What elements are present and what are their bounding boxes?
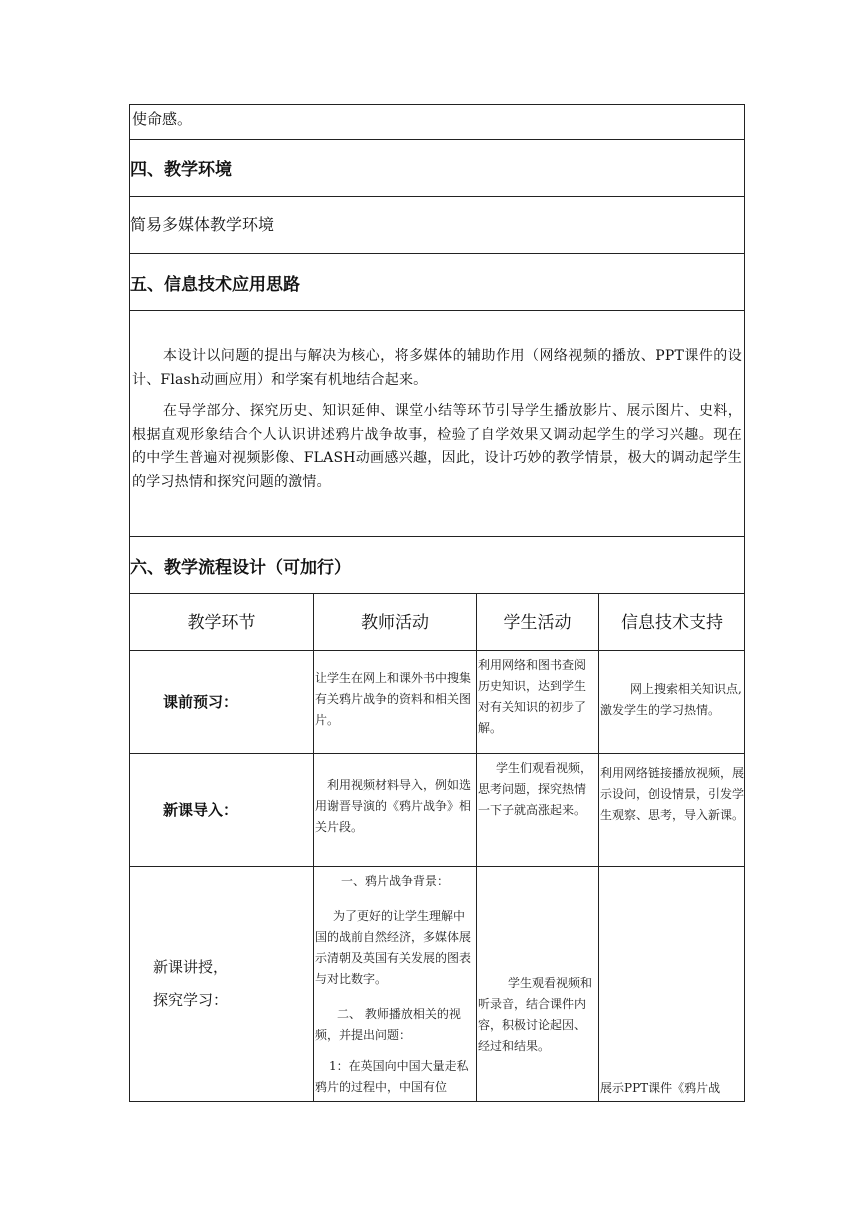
row-divider <box>129 753 745 754</box>
teacher-step-1-detail: 为了更好的让学生理解中国的战前自然经济，多媒体展示清朝及英国有关发展的图表与对比数字。 <box>315 909 472 986</box>
row-divider <box>129 866 745 867</box>
tech-support-introduction: 利用网络链接播放视频，展示设问，创设情景，引发学生观察、思考，导入新课。 <box>600 766 745 822</box>
stage-introduction: 新课导入： <box>163 801 239 819</box>
row-divider <box>129 253 745 254</box>
it-approach-paragraph-2: 在导学部分、探究历史、知识延伸、课堂小结等环节引导学生播放影片、展示图片、史料，根据直观形象结合个人认识讲述鸦片战争故事，检验了自学效果又调动起学生的学习兴趣。现在的中学生普遍对视频影像、FLASH动画感兴趣，因此，设计巧妙的教学情景，极大的调动起学生的学习热情和探究问题的激情。 <box>132 403 742 490</box>
column-header-tech: 信息技术支持 <box>621 613 723 633</box>
continued-text: 使命感。 <box>132 110 193 128</box>
row-divider <box>129 139 745 140</box>
section-heading-process: 六、教学流程设计（可加行） <box>130 558 351 578</box>
stage-preview: 课前预习： <box>163 693 239 711</box>
column-header-student: 学生活动 <box>503 613 572 633</box>
stage-teaching-line2: 探究学习： <box>153 991 229 1009</box>
row-divider <box>129 536 745 537</box>
teacher-activity-preview: 让学生在网上和课外书中搜集有关鸦片战争的资料和相关图片。 <box>315 671 472 727</box>
section-heading-it-approach: 五、信息技术应用思路 <box>130 275 300 295</box>
student-activity-preview: 利用网络和图书查阅历史知识，达到学生对有关知识的初步了解。 <box>478 658 587 735</box>
teacher-step-1: 一、鸦片战争背景： <box>341 874 450 888</box>
column-divider <box>476 593 477 1102</box>
row-divider <box>129 310 745 311</box>
section-heading-environment: 四、教学环境 <box>130 160 232 180</box>
row-divider <box>129 196 745 197</box>
row-divider <box>129 593 745 594</box>
stage-teaching-line1: 新课讲授， <box>153 958 229 976</box>
column-header-stage: 教学环节 <box>187 613 256 633</box>
column-divider <box>598 593 599 1102</box>
it-approach-paragraph-1: 本设计以问题的提出与解决为核心，将多媒体的辅助作用（网络视频的播放、PPT课件的设计、Flash动画应用）和学案有机地结合起来。 <box>132 348 742 388</box>
row-divider <box>129 650 745 651</box>
student-activity-introduction: 学生们观看视频，思考问题，探究热情一下子就高涨起来。 <box>478 761 593 817</box>
tech-support-preview: 网上搜索相关知识点,激发学生的学习热情。 <box>600 682 742 717</box>
teacher-step-2: 二、 教师播放相关的视频，并提出问题： <box>315 1007 461 1042</box>
teacher-question-1: 1：在英国向中国大量走私鸦片的过程中，中国有位 <box>315 1059 469 1094</box>
column-header-teacher: 教师活动 <box>361 613 429 633</box>
environment-content: 简易多媒体教学环境 <box>130 215 275 234</box>
teacher-activity-teaching <box>315 871 473 1098</box>
student-activity-teaching: 学生观看视频和听录音，结合课件内容，积极讨论起因、经过和结果。 <box>478 976 593 1053</box>
column-divider <box>313 593 314 1102</box>
teacher-activity-introduction: 利用视频材料导入，例如选用谢晋导演的《鸦片战争》相关片段。 <box>315 778 472 834</box>
tech-support-teaching: 展示PPT课件《鸦片战 <box>600 1081 721 1095</box>
